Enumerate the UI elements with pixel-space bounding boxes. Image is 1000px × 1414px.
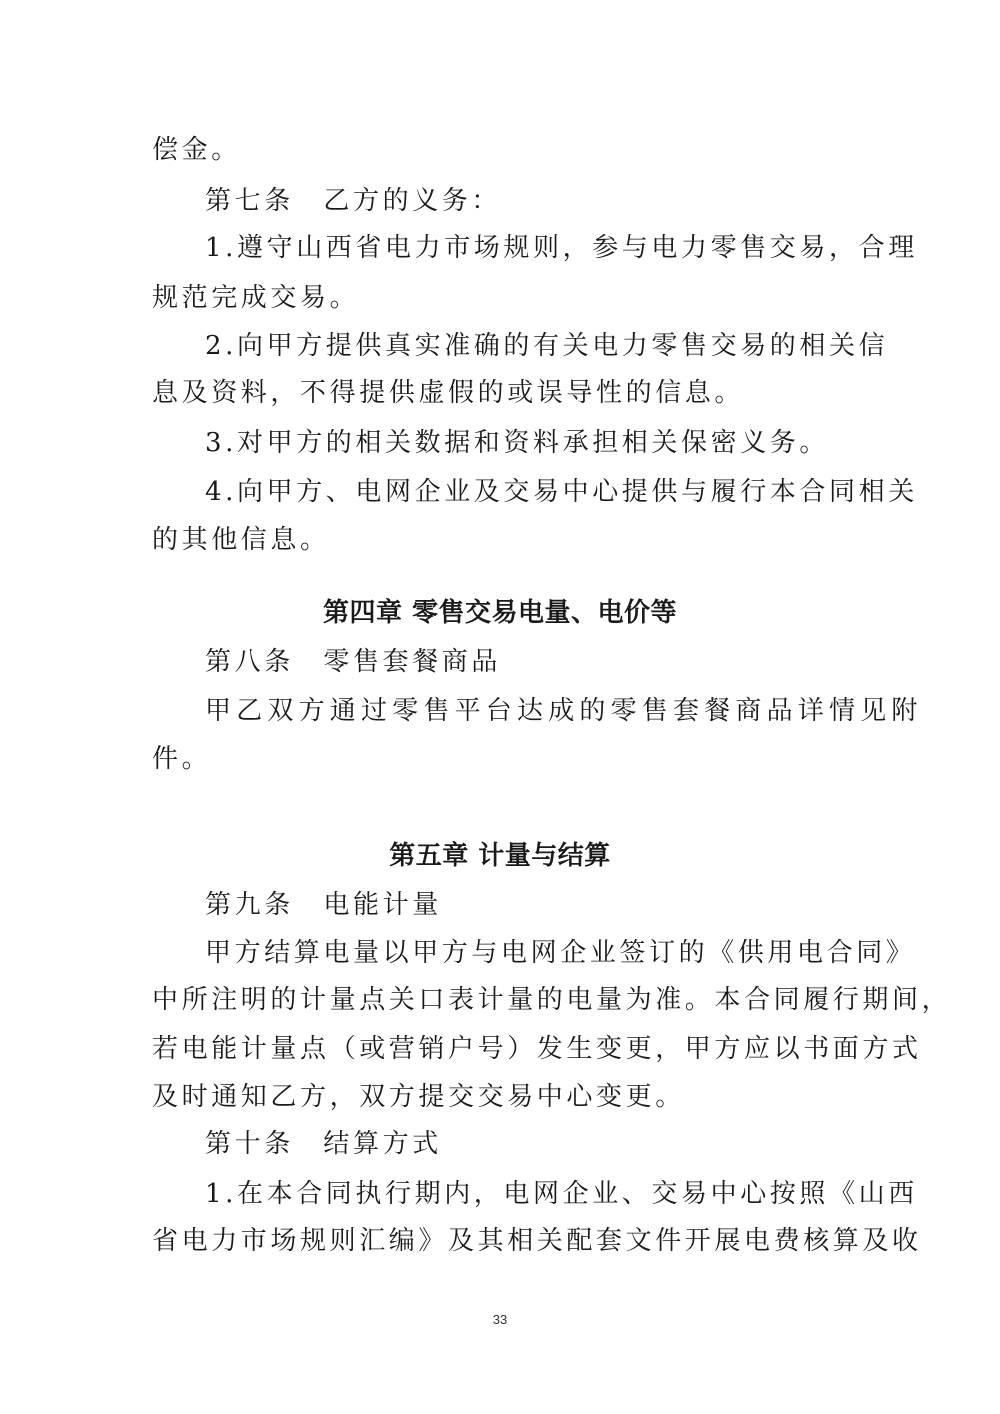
body-line: 1.遵守山西省电力市场规则，参与电力零售交易，合理 [205, 233, 918, 263]
chapter-4-heading: 第四章 零售交易电量、电价等 [322, 598, 678, 628]
body-line: 4.向甲方、电网企业及交易中心提供与履行本合同相关 [205, 477, 918, 507]
page-number: 33 [492, 1312, 508, 1327]
body-line: 及时通知乙方，双方提交交易中心变更。 [152, 1082, 685, 1112]
body-line: 甲乙双方通过零售平台达成的零售套餐商品详情见附 [205, 696, 923, 726]
body-line: 3.对甲方的相关数据和资料承担相关保密义务。 [205, 428, 830, 458]
article-10-title: 第十条 结算方式 [205, 1129, 442, 1159]
article-8-title: 第八条 零售套餐商品 [205, 647, 502, 677]
body-line: 的其他信息。 [152, 525, 330, 555]
body-line: 偿金。 [152, 135, 241, 165]
body-line: 规范完成交易。 [152, 283, 360, 313]
body-line: 甲方结算电量以甲方与电网企业签订的《供用电合同》 [205, 938, 916, 968]
article-9-title: 第九条 电能计量 [205, 890, 442, 920]
body-line: 若电能计量点（或营销户号）发生变更，甲方应以书面方式 [152, 1034, 922, 1064]
article-7-title: 第七条 乙方的义务： [205, 186, 502, 216]
body-line: 中所注明的计量点关口表计量的电量为准。本合同履行期间， [152, 985, 952, 1015]
body-line: 息及资料，不得提供虚假的或误导性的信息。 [152, 378, 745, 408]
chapter-5-heading: 第五章 计量与结算 [389, 841, 611, 871]
body-line: 件。 [152, 744, 212, 774]
body-line: 2.向甲方提供真实准确的有关电力零售交易的相关信 [205, 331, 889, 361]
body-line: 1.在本合同执行期内，电网企业、交易中心按照《山西 [205, 1179, 918, 1209]
body-line: 省电力市场规则汇编》及其相关配套文件开展电费核算及收 [152, 1226, 922, 1256]
